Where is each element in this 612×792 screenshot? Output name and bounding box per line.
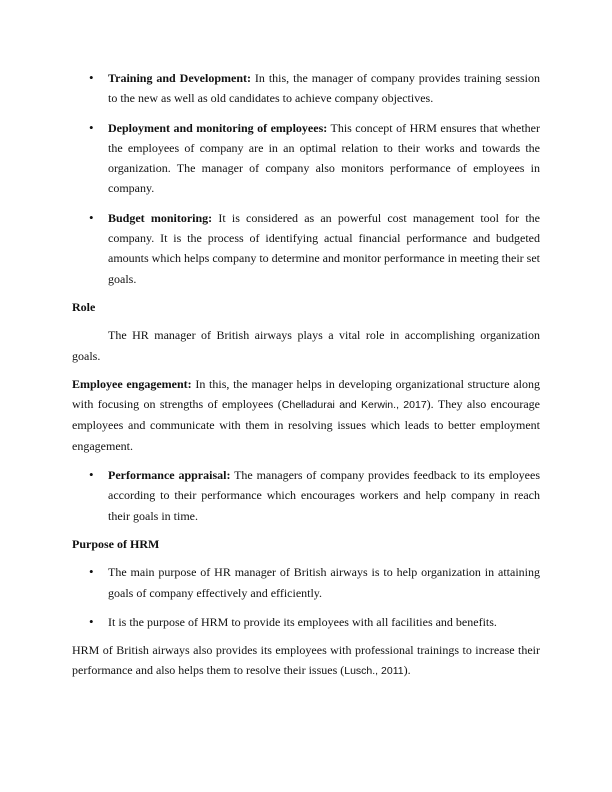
bullet-term: Deployment and monitoring of employees: [108,120,328,135]
paragraph-text: HRM of British airways also provides its employees with professional trainings to increase their performance and also helps them to resolve their issues ( [72,643,540,678]
paragraph-text: ). They also encourage employees and communicate with them in resolving issues which leads to better employment engagement. [72,397,540,453]
paragraph-text: ). [403,663,411,678]
bullet-term: Performance appraisal: [108,468,231,483]
bullet-text: It is considered as an powerful cost management tool for the company. It is the process of identifying actual financial performance and budgeted amounts which helps company to determine and monitor performance in meeting their set goals. [108,210,540,286]
bullet-text: In this, the manager of company provides training session to the new as well as old candidates to achieve company objectives. [108,71,540,106]
engagement-paragraph [72,374,540,456]
bullet-text: The managers of company provides feedback to its employees according to their performance which encourages workers and help company in reach their goals in time. [108,468,541,523]
page-content [72,68,540,682]
paragraph-text: In this, the manager helps in developing organizational structure along with focusing on strengths of employees ( [72,376,540,412]
list-item: • It is the purpose of HRM to provide its employees with all facilities and benefits. [72,612,540,632]
bullet-list-appraisal [72,465,540,526]
closing-paragraph [72,640,540,682]
bullet-list-functions [72,68,540,289]
citation: Lusch., 2011 [344,665,404,678]
role-paragraph: The HR manager of British airways plays a vital role in accomplishing organization goals. [72,328,540,363]
list-item [72,68,540,109]
citation: Chelladurai and Kerwin., 2017 [281,399,427,412]
bullet-term: Training and Development: [108,71,251,85]
bullet-term: Budget monitoring: [108,210,213,225]
bullet-list-purpose [72,562,540,632]
list-item [72,208,540,289]
list-item [72,118,540,199]
list-item: • The main purpose of HR manager of British airways is to help organization in attaining goals of company effectively and efficiently. [72,562,540,603]
section-heading-purpose: Purpose of HRM [72,536,160,551]
list-item [72,465,540,526]
paragraph-term: Employee engagement: [72,376,192,391]
section-heading-role: Role [72,299,96,314]
bullet-text: This concept of HRM ensures that whether the employees of company are in an optimal relation to their works and towards the organization. The manager of company also monitors performance of employees in company. [108,120,540,196]
